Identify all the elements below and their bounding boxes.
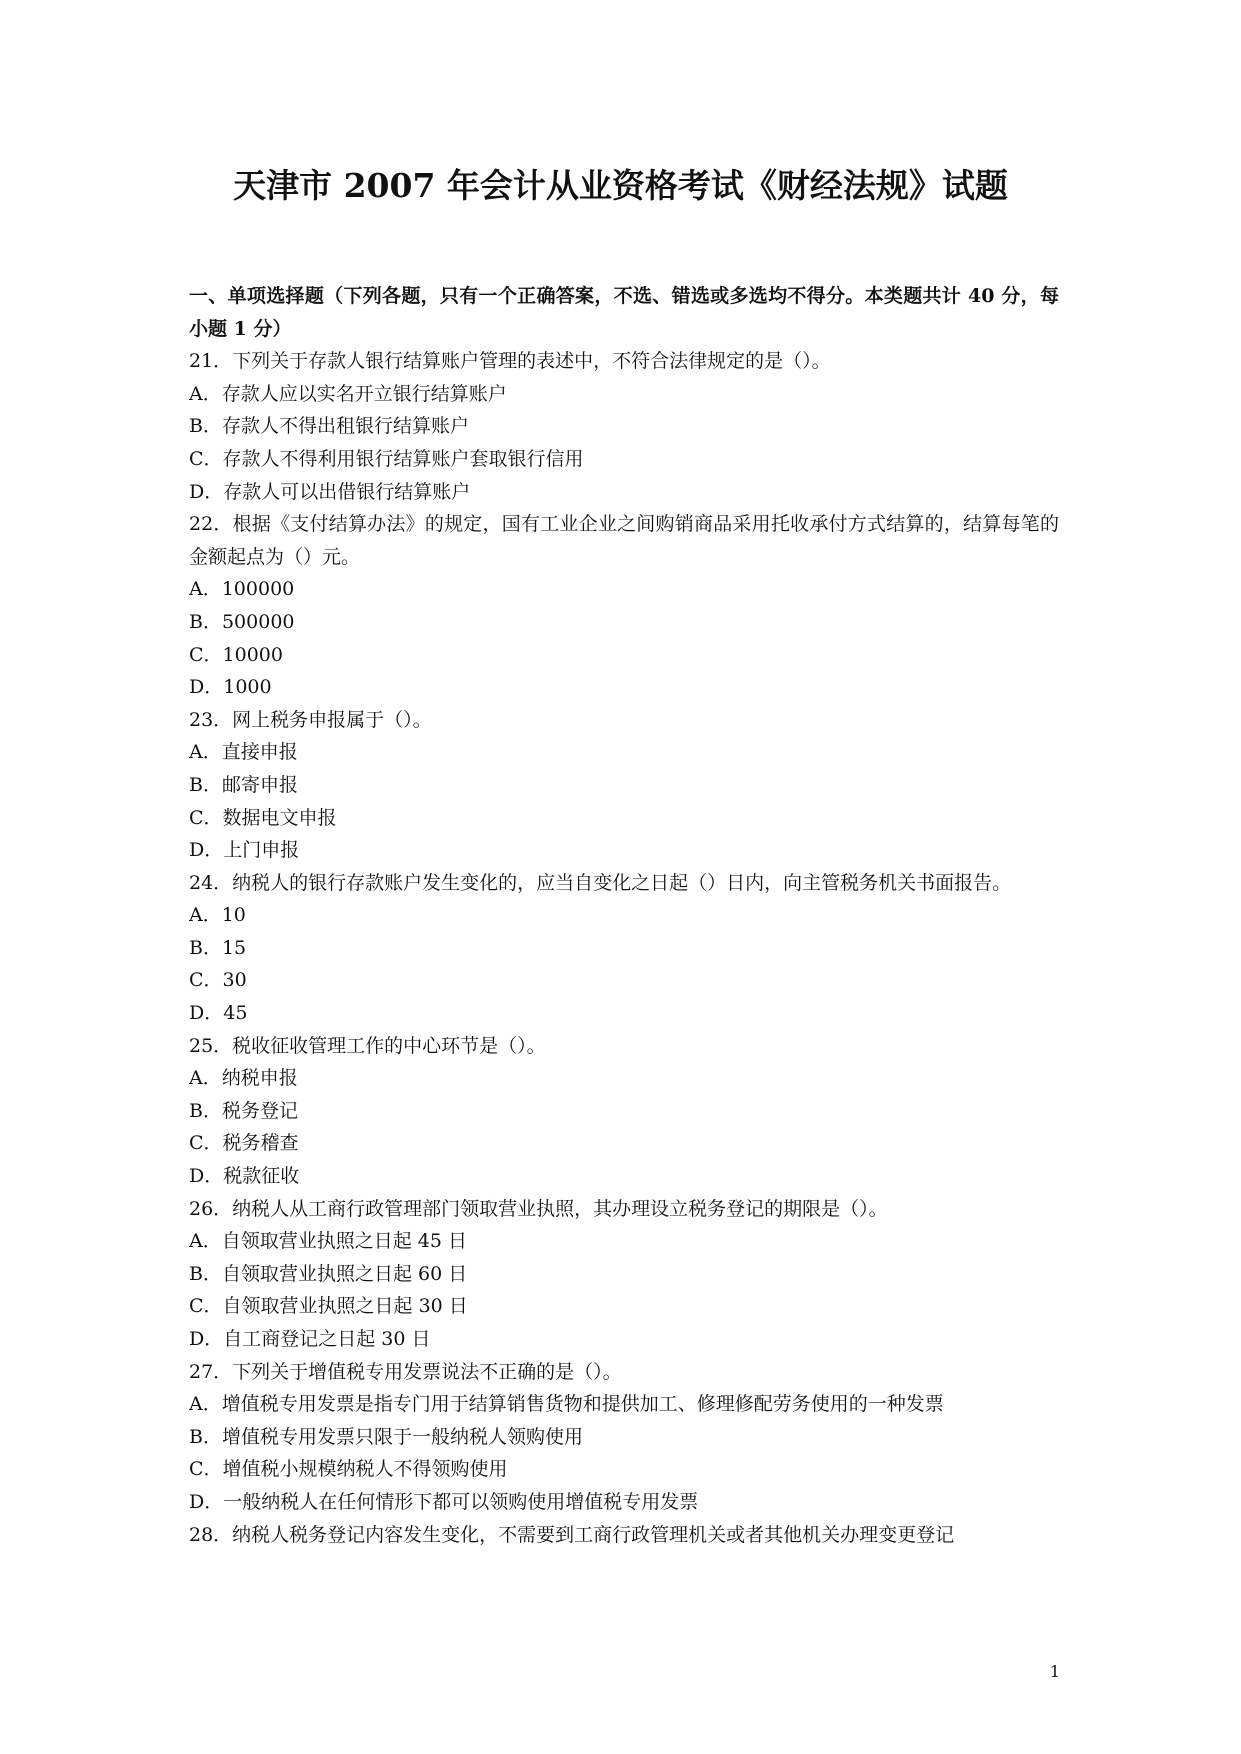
- question-28: 28．纳税人税务登记内容发生变化，不需要到工商行政管理机关或者其他机关办理变更登记: [189, 1523, 955, 1546]
- question-26: 26．纳税人从工商行政管理部门领取营业执照，其办理设立税务登记的期限是（）。: [189, 1197, 888, 1220]
- option-24-c: C．30: [189, 969, 247, 992]
- question-list: [189, 280, 1059, 1551]
- option-25-b: B．税务登记: [189, 1099, 298, 1122]
- option-21-c: C．存款人不得利用银行结算账户套取银行信用: [189, 447, 584, 470]
- option-27-d: D．一般纳税人在任何情形下都可以领购使用增值税专用发票: [189, 1490, 699, 1513]
- option-24-b: B．15: [189, 936, 247, 959]
- option-26-a: A．自领取营业执照之日起 45 日: [189, 1230, 467, 1253]
- option-21-a: A．存款人应以实名开立银行结算账户: [189, 382, 507, 405]
- option-25-d: D．税款征收: [189, 1165, 300, 1188]
- question-22: 22．根据《支付结算办法》的规定，国有工业企业之间购销商品采用托收承付方式结算的，结算每笔的金额起点为（）元。: [189, 513, 1059, 568]
- option-27-b: B．增值税专用发票只限于一般纳税人领购使用: [189, 1425, 583, 1448]
- option-26-d: D．自工商登记之日起 30 日: [189, 1328, 431, 1350]
- option-21-b: B．存款人不得出租银行结算账户: [189, 415, 469, 438]
- option-23-d: D．上门申报: [189, 839, 300, 862]
- option-27-c: C．增值税小规模纳税人不得领购使用: [189, 1458, 508, 1481]
- section-heading: 一、单项选择题（下列各题，只有一个正确答案，不选、错选或多选均不得分。本类题共计 40 分，每小题 1 分）: [189, 285, 1059, 340]
- option-26-c: C．自领取营业执照之日起 30 日: [189, 1295, 468, 1318]
- option-21-d: D．存款人可以出借银行结算账户: [189, 480, 471, 503]
- option-22-d: D．1000: [189, 676, 272, 699]
- page-number: 1: [1049, 1662, 1060, 1681]
- option-22-a: A．100000: [189, 578, 295, 601]
- option-26-b: B．自领取营业执照之日起 60 日: [189, 1262, 468, 1285]
- option-23-c: C．数据电文申报: [189, 806, 337, 829]
- question-23: 23．网上税务申报属于（）。: [189, 708, 432, 731]
- option-24-a: A．10: [189, 904, 246, 927]
- option-27-a: A．增值税专用发票是指专门用于结算销售货物和提供加工、修理修配劳务使用的一种发票: [189, 1393, 944, 1416]
- question-24: 24．纳税人的银行存款账户发生变化的，应当自变化之日起（）日内，向主管税务机关书面报告。: [189, 871, 1012, 894]
- option-23-b: B．邮寄申报: [189, 773, 298, 796]
- question-21: 21．下列关于存款人银行结算账户管理的表述中，不符合法律规定的是（）。: [189, 350, 831, 373]
- question-27: 27．下列关于增值税专用发票说法不正确的是（）。: [189, 1360, 622, 1383]
- option-23-a: A．直接申报: [189, 741, 298, 764]
- option-25-c: C．税务稽查: [189, 1132, 299, 1155]
- document-title: 天津市 2007 年会计从业资格考试《财经法规》试题: [233, 166, 1008, 205]
- question-25: 25．税收征收管理工作的中心环节是（）。: [189, 1034, 546, 1057]
- option-22-c: C．10000: [189, 643, 283, 666]
- option-25-a: A．纳税申报: [189, 1067, 298, 1090]
- option-24-d: D．45: [189, 1002, 248, 1025]
- option-22-b: B．500000: [189, 610, 295, 633]
